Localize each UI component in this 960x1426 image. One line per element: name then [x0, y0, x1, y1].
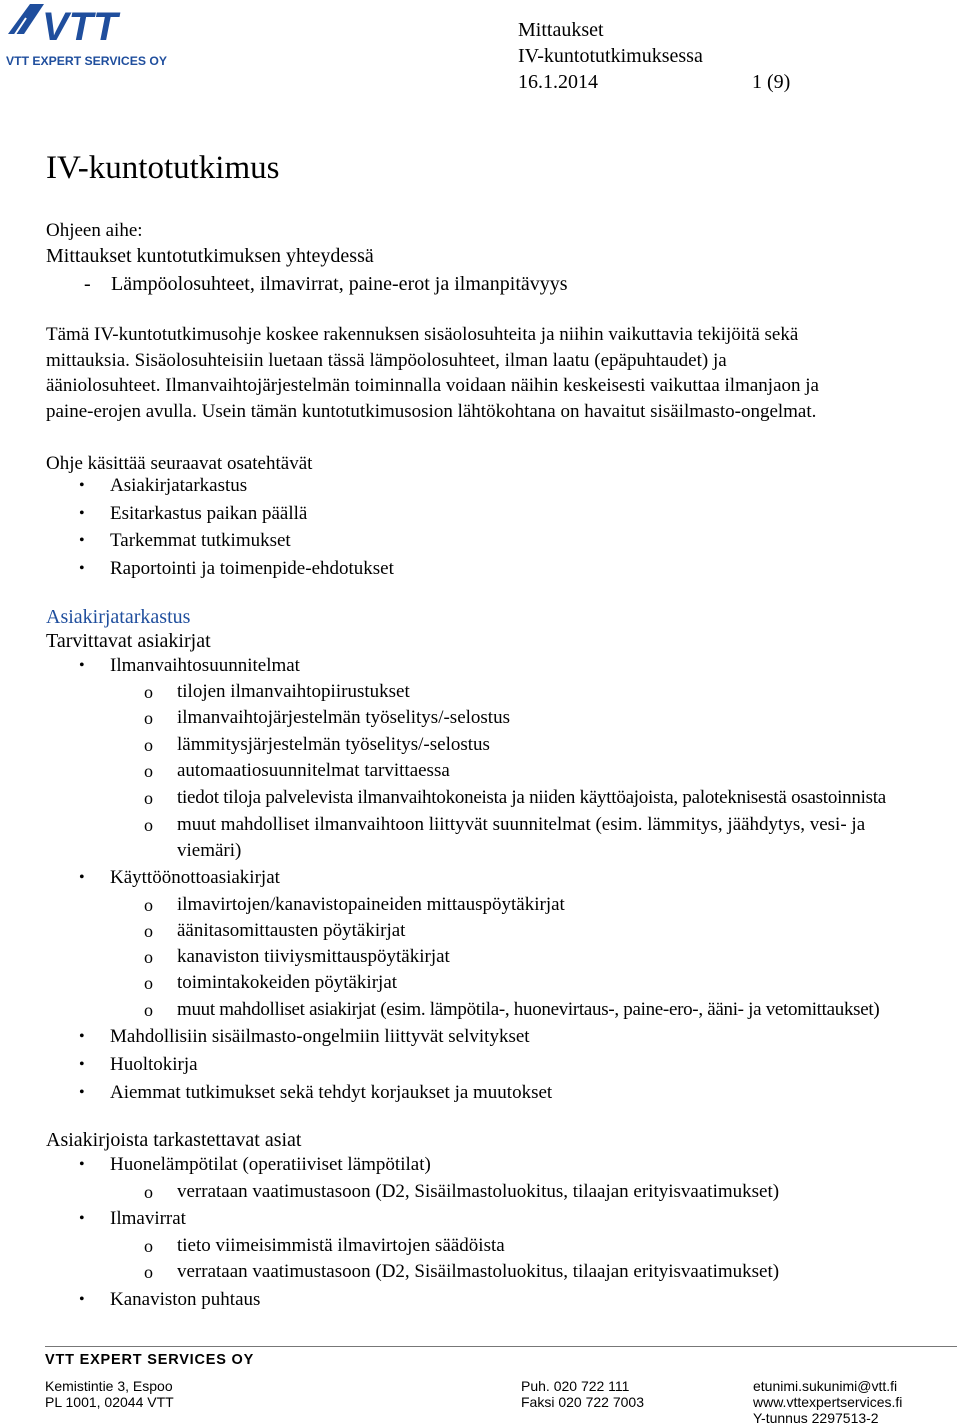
page-title: IV-kuntotutkimus: [46, 150, 280, 186]
sub-bullet-icon: o: [144, 1262, 153, 1282]
doc-sub-item: tilojen ilmanvaihtopiirustukset: [177, 681, 410, 702]
header-page-number: 1 (9): [752, 71, 791, 93]
intro-line-1: Tämä IV-kuntotutkimusohje koskee rakennuksen sisäolosuhteita ja niihin vaikuttavia tekijöitä sekä: [46, 324, 799, 345]
doc-item-reports: Mahdollisiin sisäilmasto-ongelmiin liittyvät selvitykset: [110, 1026, 530, 1047]
footer-website-link[interactable]: www.vttexpertservices.fi: [753, 1394, 903, 1410]
intro-line-4: paine-erojen avulla. Usein tämän kuntotutkimusosion lähtökohtana on havaitut sisäilmasto-ongelmat.: [46, 401, 817, 422]
bullet-icon: •: [79, 477, 85, 494]
tasks-lead: Ohje käsittää seuraavat osatehtävät: [46, 453, 313, 474]
section-subheading: Tarvittavat asiakirjat: [46, 630, 211, 652]
sub-bullet-icon: o: [144, 735, 153, 755]
doc-item-ventilation-plans: Ilmanvaihtosuunnitelmat: [110, 655, 300, 676]
check-item-duct-cleanliness: Kanaviston puhtaus: [110, 1289, 261, 1310]
header-doc-title-line1: Mittaukset: [518, 19, 604, 41]
task-item: Raportointi ja toimenpide-ehdotukset: [110, 558, 394, 579]
sub-bullet-icon: o: [144, 1236, 153, 1256]
bullet-icon: •: [79, 532, 85, 549]
logo-tagline: VTT EXPERT SERVICES OY: [6, 54, 167, 68]
doc-item-commissioning: Käyttöönottoasiakirjat: [110, 867, 280, 888]
bullet-icon: •: [79, 505, 85, 522]
doc-sub-item: muut mahdolliset ilmanvaihtoon liittyvät suunnitelmat (esim. lämmitys, jäähdytys, vesi- ja: [177, 814, 866, 835]
doc-item-previous-studies: Aiemmat tutkimukset sekä tehdyt korjaukset ja muutokset: [110, 1082, 553, 1103]
topic-heading: Mittaukset kuntotutkimuksen yhteydessä: [46, 245, 374, 267]
doc-item-maintenance-log: Huoltokirja: [110, 1054, 198, 1075]
topic-dash: -: [84, 273, 91, 295]
bullet-icon: •: [79, 1056, 85, 1073]
sub-bullet-icon: o: [144, 788, 153, 808]
check-item-room-temperatures: Huonelämpötilat (operatiiviset lämpötilat): [110, 1154, 431, 1175]
footer-phone: Puh. 020 722 111: [521, 1378, 630, 1394]
doc-sub-item: toimintakokeiden pöytäkirjat: [177, 972, 398, 993]
footer-address-line2: PL 1001, 02044 VTT: [45, 1394, 174, 1410]
intro-line-2: mittauksia. Sisäolosuhteisiin luetaan tässä lämpöolosuhteet, ilman laatu (epäpuhtaudet) ja: [46, 350, 727, 371]
footer-fax: Faksi 020 722 7003: [521, 1394, 644, 1410]
footer-company: VTT EXPERT SERVICES OY: [45, 1352, 255, 1368]
sub-bullet-icon: o: [144, 682, 153, 702]
bullet-icon: •: [79, 1291, 85, 1308]
header-doc-title-line2: IV-kuntotutkimuksessa: [518, 45, 703, 67]
vtt-logo-mark: [4, 0, 184, 72]
sub-bullet-icon: o: [144, 708, 153, 728]
task-item: Esitarkastus paikan päällä: [110, 503, 308, 524]
bullet-icon: •: [79, 869, 85, 886]
intro-line-3: ääniolosuhteet. Ilmanvaihtojärjestelmän toiminnalla voidaan näihin keskeisesti vaikuttaa ilmanjaon ja: [46, 375, 819, 396]
bullet-icon: •: [79, 1028, 85, 1045]
bullet-icon: •: [79, 1156, 85, 1173]
bullet-icon: •: [79, 560, 85, 577]
check-sub-item: verrataan vaatimustasoon (D2, Sisäilmastoluokitus, tilaajan erityisvaatimukset): [177, 1261, 780, 1282]
header-date: 16.1.2014: [518, 71, 598, 93]
footer-divider: [45, 1346, 957, 1347]
doc-sub-item: kanaviston tiiviysmittauspöytäkirjat: [177, 946, 450, 967]
sub-bullet-icon: o: [144, 947, 153, 967]
footer-email-link[interactable]: etunimi.sukunimi@vtt.fi: [753, 1378, 898, 1394]
sub-bullet-icon: o: [144, 1182, 153, 1202]
topic-label: Ohjeen aihe:: [46, 220, 143, 241]
doc-sub-item-continuation: viemäri): [177, 840, 242, 861]
bullet-icon: •: [79, 1210, 85, 1227]
task-item: Tarkemmat tutkimukset: [110, 530, 291, 551]
logo-brand-text: VTT: [42, 5, 118, 49]
footer-business-id: Y-tunnus 2297513-2: [753, 1410, 879, 1426]
sub-bullet-icon: o: [144, 761, 153, 781]
doc-sub-item: äänitasomittausten pöytäkirjat: [177, 920, 406, 941]
topic-subtitle: Lämpöolosuhteet, ilmavirrat, paine-erot ja ilmanpitävyys: [111, 273, 568, 295]
doc-sub-item: automaatiosuunnitelmat tarvittaessa: [177, 760, 450, 781]
footer-address-line1: Kemistintie 3, Espoo: [45, 1378, 173, 1394]
check-sub-item: tieto viimeisimmistä ilmavirtojen säädöista: [177, 1235, 505, 1256]
sub-bullet-icon: o: [144, 815, 153, 835]
doc-sub-item: ilmanvaihtojärjestelmän työselitys/-selostus: [177, 707, 510, 728]
check-item-airflows: Ilmavirrat: [110, 1208, 186, 1229]
task-item: Asiakirjatarkastus: [110, 475, 248, 496]
sub-bullet-icon: o: [144, 1000, 153, 1020]
section-heading: Asiakirjatarkastus: [46, 606, 191, 628]
check-sub-item: verrataan vaatimustasoon (D2, Sisäilmastoluokitus, tilaajan erityisvaatimukset): [177, 1181, 780, 1202]
doc-sub-item: muut mahdolliset asiakirjat (esim. lämpötila-, huonevirtaus-, paine-ero-, ääni- ja vetomittaukset): [177, 999, 880, 1020]
doc-sub-item: ilmavirtojen/kanavistopaineiden mittauspöytäkirjat: [177, 894, 565, 915]
doc-sub-item: lämmitysjärjestelmän työselitys/-selostus: [177, 734, 490, 755]
doc-sub-item: tiedot tiloja palvelevista ilmanvaihtokoneista ja niiden käyttöajoista, paloteknisestä osastoinnista: [177, 787, 886, 808]
sub-bullet-icon: o: [144, 973, 153, 993]
bullet-icon: •: [79, 657, 85, 674]
bullet-icon: •: [79, 1084, 85, 1101]
sub-bullet-icon: o: [144, 895, 153, 915]
sub-bullet-icon: o: [144, 921, 153, 941]
vtt-logo: [4, 0, 184, 72]
check-heading: Asiakirjoista tarkastettavat asiat: [46, 1129, 302, 1151]
